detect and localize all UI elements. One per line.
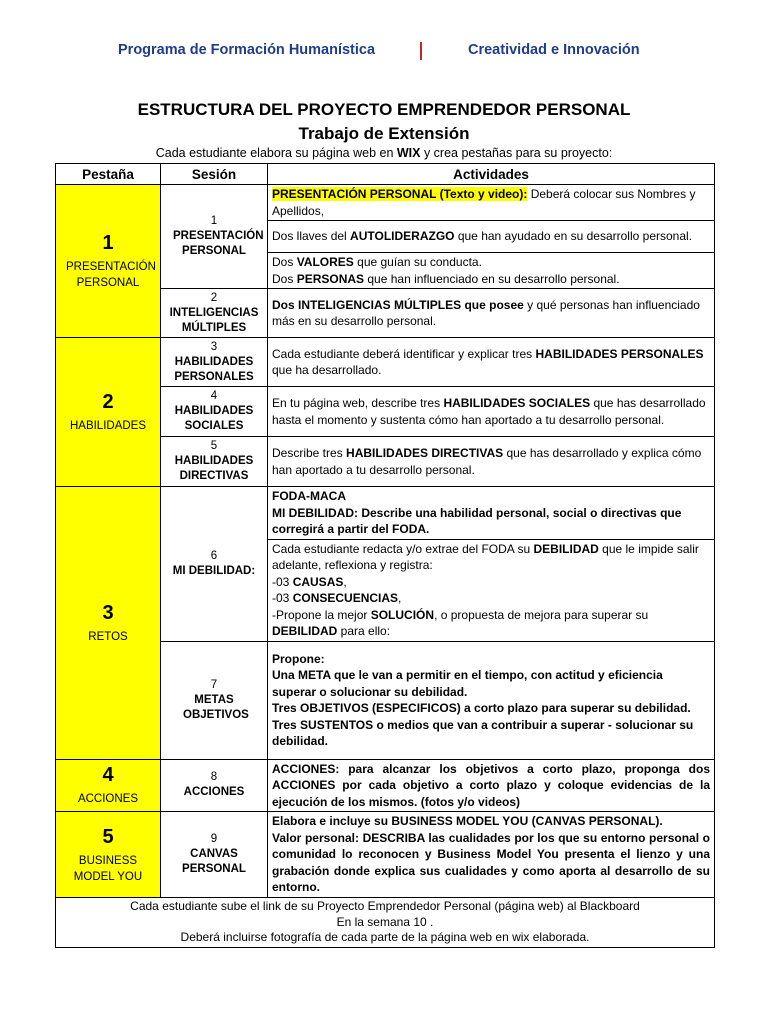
footer-note: Cada estudiante sube el link de su Proyecto Emprendedor Personal (página web) al Blackboard En la semana 10 . Deberá incluirse fotografía de cada parte de la página web en wix elaborada. <box>56 898 715 948</box>
program-name: Programa de Formación Humanística <box>118 42 376 58</box>
col-header-session: Sesión <box>161 164 268 185</box>
activity-cell: En tu página web, describe tres HABILIDADES SOCIALES que has desarrollado hasta el momento y sustenta cómo han aportado a tu desarrollo personal. <box>268 387 715 437</box>
activity-cell: Elabora e incluye su BUSINESS MODEL YOU (CANVAS PERSONAL). Valor personal: DESCRIBA las cualidades por los que su entorno personal o comunidad lo reconocen y Business Model You presenta el lienzo y una grabación donde explica sus cualidades y como aporta al desarrollo de su entorno. <box>268 812 715 898</box>
table-row <box>56 338 715 387</box>
session-cell: 9 CANVAS PERSONAL <box>161 812 268 898</box>
activity-cell: Describe tres HABILIDADES DIRECTIVAS que has desarrollado y explica cómo han aportado a tu desarrollo personal. <box>268 437 715 487</box>
activity-cell: PRESENTACIÓN PERSONAL (Texto y video): Deberá colocar sus Nombres y Apellidos, <box>268 185 715 221</box>
table-row <box>56 812 715 898</box>
activity-cell: Cada estudiante redacta y/o extrae del FODA su DEBILIDAD que le impide salir adelante, reflexiona y registra: -03 CAUSAS, -03 CONSECUENCIAS, -Propone la mejor SOLUCIÓN, o propuesta de mejora para superar su DEBILIDAD para ello: <box>268 539 715 641</box>
activity-cell: Dos VALORES que guían su conducta. Dos PERSONAS que han influenciado en su desarrollo personal. <box>268 253 715 289</box>
activity-cell: Cada estudiante deberá identificar y explicar tres HABILIDADES PERSONALES que ha desarrollado. <box>268 338 715 387</box>
tab-cell: 5 BUSINESS MODEL YOU <box>56 812 161 898</box>
header-divider <box>420 42 422 60</box>
activity-cell: ACCIONES: para alcanzar los objetivos a corto plazo, proponga dos ACCIONES por cada objetivo a corto plazo y coloque evidencias de la ejecución de los mismos. (fotos y/o videos) <box>268 759 715 812</box>
tab-cell: 4 ACCIONES <box>56 759 161 812</box>
project-structure-table <box>55 163 715 948</box>
table-row <box>56 759 715 812</box>
session-cell: 8 ACCIONES <box>161 759 268 812</box>
table-footer-row <box>56 898 715 948</box>
course-name: Creatividad e Innovación <box>468 42 640 58</box>
tab-cell: 3 RETOS <box>56 487 161 760</box>
table-row <box>56 185 715 221</box>
table-header-row <box>56 164 715 185</box>
session-cell: 6 MI DEBILIDAD: <box>161 487 268 642</box>
page-header <box>0 42 768 64</box>
intro-text: Cada estudiante elabora su página web en WIX y crea pestañas para su proyecto: <box>155 146 613 160</box>
session-cell: 4 HABILIDADES SOCIALES <box>161 387 268 437</box>
session-cell: 5 HABILIDADES DIRECTIVAS <box>161 437 268 487</box>
session-cell: 3 HABILIDADES PERSONALES <box>161 338 268 387</box>
tab-cell: 1 PRESENTACIÓN PERSONAL <box>56 185 161 338</box>
table-row <box>56 487 715 540</box>
activity-cell: Propone: Una META que le van a permitir en el tiempo, con actitud y eficiencia superar o solucionar su debilidad. Tres OBJETIVOS (ESPECIFICOS) a corto plazo para superar su debilidad. Tres SUSTENTOS o medios que van a contribuir a superar - solucionar su debilidad. <box>268 641 715 759</box>
session-cell: 7 METAS OBJETIVOS <box>161 641 268 759</box>
col-header-activities: Actividades <box>268 164 715 185</box>
activity-cell: Dos llaves del AUTOLIDERAZGO que han ayudado en su desarrollo personal. <box>268 221 715 253</box>
tab-cell: 2 HABILIDADES <box>56 338 161 487</box>
activity-cell: Dos INTELIGENCIAS MÚLTIPLES que posee y qué personas han influenciado más en su desarrollo personal. <box>268 289 715 338</box>
activity-cell: FODA-MACA MI DEBILIDAD: Describe una habilidad personal, social o directivas que corregirá a partir del FODA. <box>268 487 715 540</box>
document-title: ESTRUCTURA DEL PROYECTO EMPRENDEDOR PERSONAL <box>137 100 631 119</box>
document-subtitle: Trabajo de Extensión <box>298 124 470 143</box>
col-header-tab: Pestaña <box>56 164 161 185</box>
session-cell: 1 PRESENTACIÓN PERSONAL <box>161 185 268 289</box>
session-cell: 2 INTELIGENCIAS MÚLTIPLES <box>161 289 268 338</box>
